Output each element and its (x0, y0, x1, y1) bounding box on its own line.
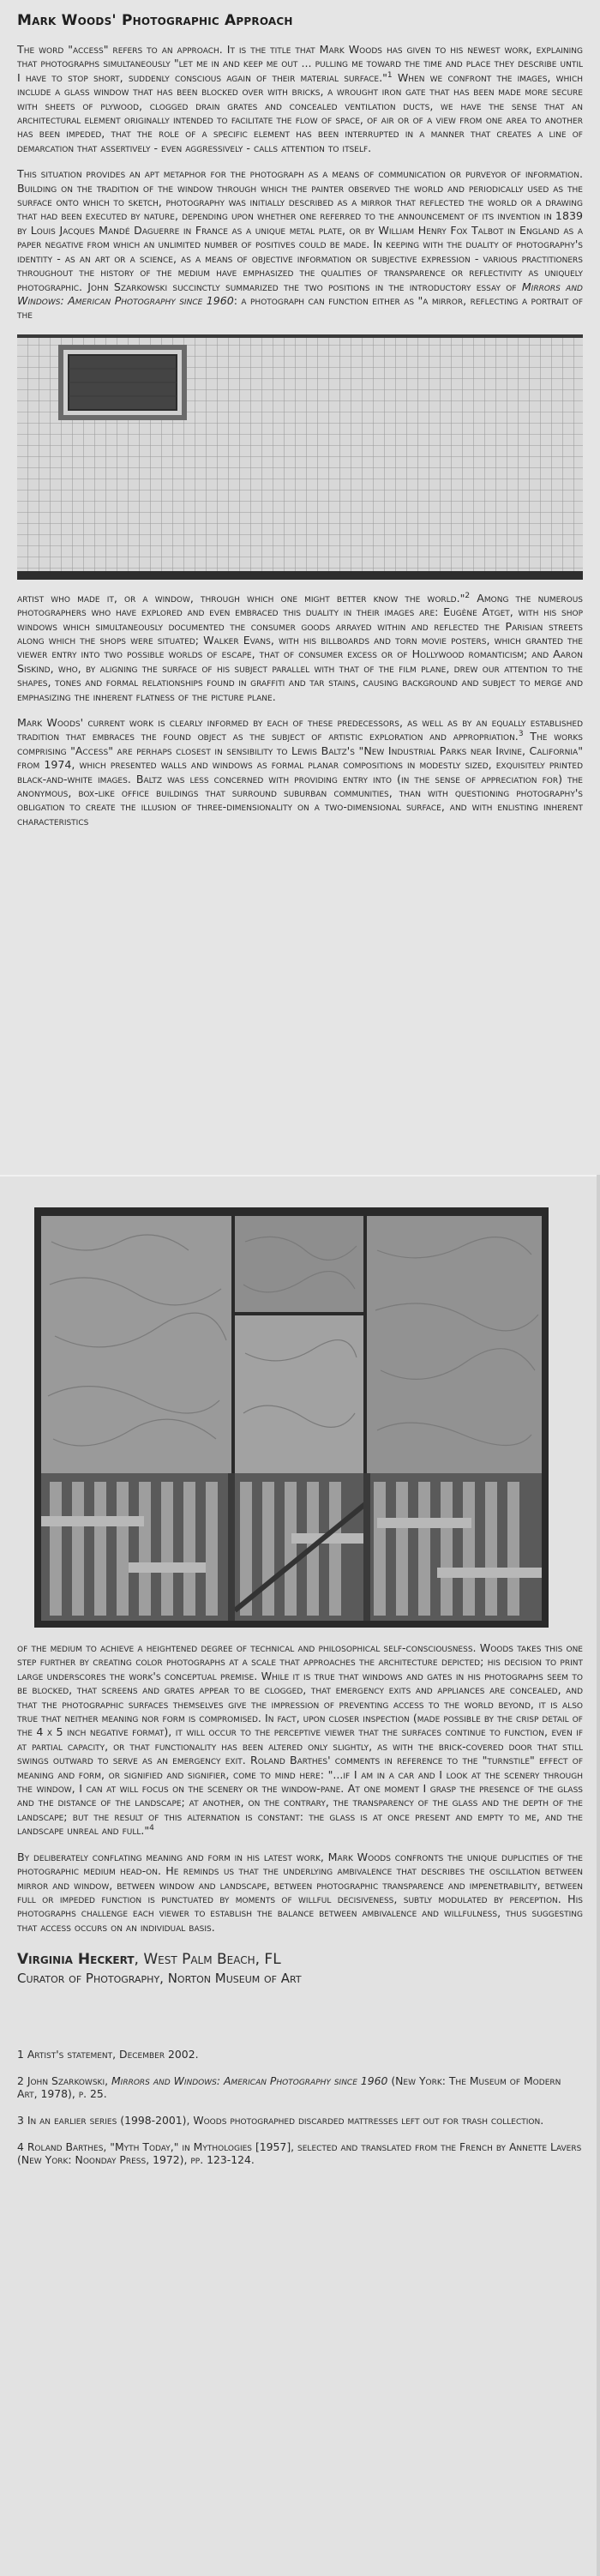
footnote-ref-2[interactable]: 2 (465, 591, 471, 600)
author-title: Curator of Photography, Norton Museum of Art (17, 1971, 302, 1987)
essay-page-1 (0, 0, 600, 1175)
footnote-ref-4[interactable]: 4 (149, 1824, 154, 1833)
footnotes (17, 2048, 583, 2166)
paragraph-2: This situation provides an apt metaphor for the photograph as a means of communication or purveyor of information. Building on the tradition of the window through which the painter observed the world and periodically used as the surface onto which to sketch, photography was initially described as a mirror that reflected the world or a drawing that had been executed by nature, depending upon whether one referred to the announcement of its invention in 1839 by Louis Jacques Mandé Daguerre in France as a unique metal plate, or by William Henry Fox Talbot in England as a paper negative from which an unlimited number of positives could be made. In keeping with the duality of photography's identity - as an art or a science, as a means of objective information or subjective expression - various practitioners throughout the history of the medium have emphasized the qualities of transparence or reflectivity as uniquely photographic. John Szarkowski succinctly summarized the two positions in the introductory essay of Mirrors and Windows: American Photography since 1960: a photograph can function either as "a mirror, reflecting a portrait of the (17, 167, 584, 322)
author-line (17, 1950, 583, 1969)
footnote-ref-1[interactable]: 1 (387, 70, 393, 80)
author-place: , West Palm Beach, FL (134, 1951, 281, 1969)
footnote-1: 1 Artist's statement, December 2002. (17, 2048, 199, 2061)
photo-tiled-wall-window (17, 334, 583, 580)
paragraph-3: artist who made it, or a window, through which one might better know the world."$^2$ Among the numerous photographers who have explored and even embraced this duality in their images are: Eugène Atget, with his shop windows which simultaneously documented the consumer goods arrayed within and reflected the Parisian streets along which the shops were situated; Walker Evans, with his billboards and torn movie posters, which granted the viewer entry into two possible worlds of escape, that of consumer excess or of Hollywood romanticism; and Aaron Siskind, who, by aligning the surface of his subject parallel with that of the film plane, drew our attention to the shapes, tones and formal relationships found in graffiti and tar stains, causing background and subject to merge and emphasizing the inherent flatness of the picture plane. (17, 591, 583, 703)
page-edge (597, 1175, 600, 2576)
footnote-2: 2 John Szarkowski, Mirrors and Windows: American Photography since 1960 (New York: The Museum of Modern Art, 1978), p. 25. (17, 2074, 561, 2101)
footnote-3: 3 In an earlier series (1998-2001), Woods photographed discarded mattresses left out for trash collection. (17, 2114, 544, 2128)
blocked-window (58, 345, 187, 420)
photo-boarded-gate (34, 1207, 549, 1628)
article-heading: Mark Woods' Photographic Approach (17, 12, 293, 29)
author-name: Virginia Heckert (17, 1951, 135, 1969)
paragraph-1: The word "access" refers to an approach. It is the title that Mark Woods has given to his newest work, explaining that photographs simultaneously "let me in and keep me out ... pulling me toward the time and place they describe until I have to stop short, suddenly conscious again of their material surface."$^1$ When we confront the images, which include a glass window that has been blocked over with bricks, a wrought iron gate that has been made more secure with sheets of plywood, clogged drain grates and concealed ventilation ducts, we have the sense that an architectural element originally intended to facilitate the flow of space, of air or of a view from one area to another has been impeded, that the role of a specific element has been interrupted in a manner that creates a line of demarcation that assertively - even aggressively - calls attention to itself. (17, 43, 584, 154)
plywood-panels (41, 1216, 542, 1473)
footnote-ref-3[interactable]: 3 (518, 730, 524, 739)
paragraph-6: By deliberately conflating meaning and form in his latest work, Mark Woods confronts the unique duplicities of the photographic medium head-on. He reminds us that the underlying ambivalence that describes the oscillation between mirror and window, between window and landscape, between photographic transparence and impenetrability, between full or impeded function is punctuated by moments of willful decisiveness, subtly modulated by perception. His photographs challenge each viewer to establish the balance between ambivalence and willfulness, thus suggesting that access occurs on an individual basis. (17, 1850, 584, 1934)
paragraph-4: Mark Woods' current work is clearly informed by each of these predecessors, as well as by an equally established tradition that embraces the found object as the subject of artistic exploration and appropriation.$^3$ The works comprising "Access" are perhaps closest in sensibility to Lewis Baltz's "New Industrial Parks near Irvine, California" from 1974, which presented walls and windows as formal planar compositions in modestly sized, exquisitely printed black-and-white images. Baltz was less concerned with providing entry into (in the sense of appreciation for) the anonymous, box-like office buildings that surround suburban communities, than with questioning photography's obligation to create the illusion of three-dimensionality on a two-dimensional surface, and with enlisting inherent characteristics (17, 715, 583, 828)
essay-page-2 (0, 1175, 600, 2576)
book-title: Mirrors and Windows: American Photography since 1960 (17, 280, 583, 307)
paragraph-5: of the medium to achieve a heightened degree of technical and philosophical self-consciousness. Woods takes this one step further by creating color photographs at a scale that approaches the architecture depicted; his decision to print large underscores the work's conceptual premise. While it is true that windows and gates in his photographs seem to be blocked, that screens and grates appear to be clogged, that emergency exits and appliances are concealed, and that the photographic surfaces themselves give the impression of preventing access to the world beyond, it is also true that neither meaning nor form is compromised. In fact, upon closer inspection (made possible by the crisp detail of the 4 x 5 inch negative format), it will occur to the perceptive viewer that the surfaces continue to function, even if at partial capacity, or that functionality has been altered only slightly, as with the brick-covered door that still swings outward to serve as an emergency exit. Roland Barthes' comments in reference to the "turnstile" effect of meaning and form, or signified and signifier, come to mind here: "...if I am in a car and I look at the scenery through the window, I can at will focus on the scenery or the window-pane. At one moment I grasp the presence of the glass and the distance of the landscape; at another, on the contrary, the transparency of the glass and the depth of the landscape; but the result of this alternation is constant: the glass is at once present and empty to me, and the landscape unreal and full."$^4$ (17, 1641, 583, 1838)
footnote-4: 4 Roland Barthes, "Myth Today," in Mythologies [1957], selected and translated from the French by Annette Lavers (New York: Noonday Press, 1972), pp. 123-124. (17, 2140, 582, 2167)
iron-gate (41, 1473, 542, 1621)
